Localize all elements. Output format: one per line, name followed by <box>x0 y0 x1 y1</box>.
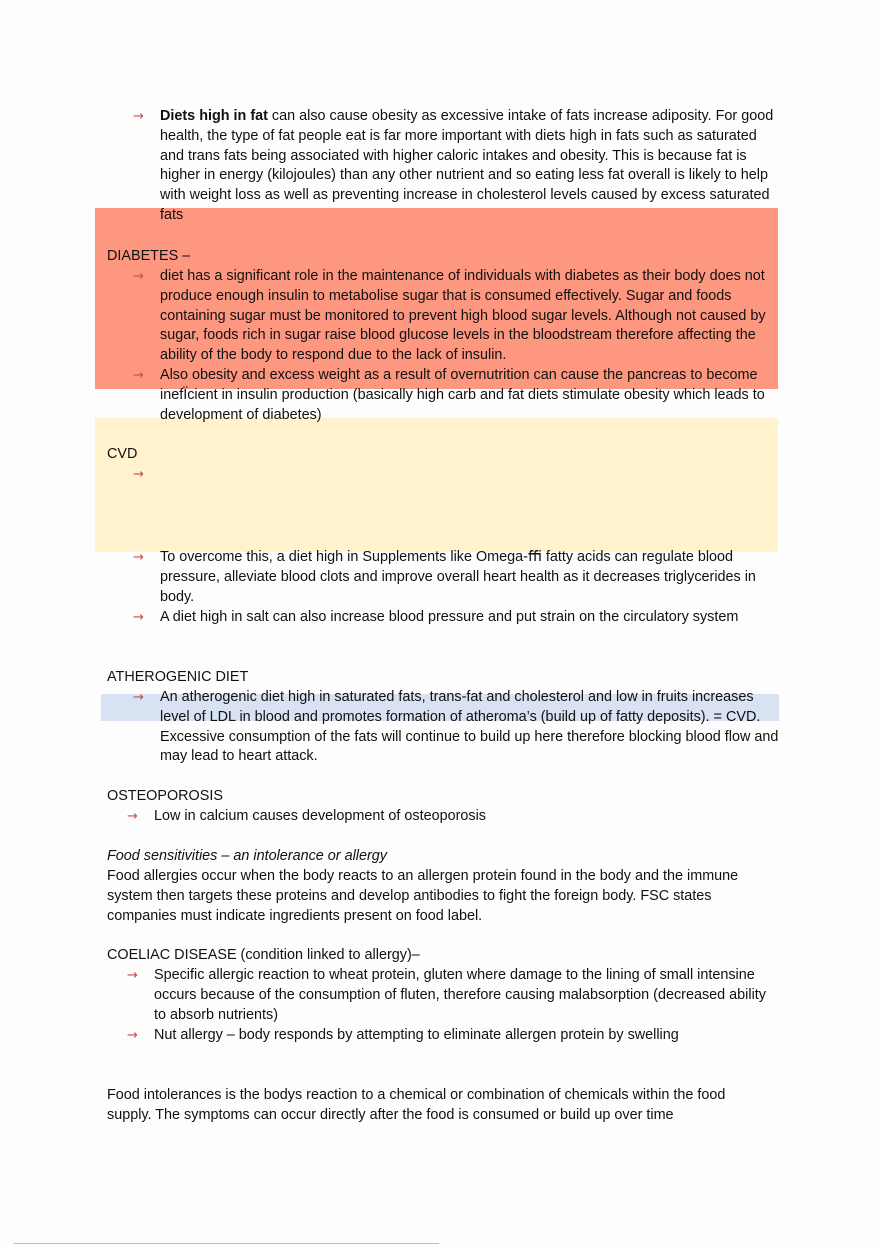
food-sensitivities-heading: Food sensitivities – an intolerance or allergy <box>107 848 387 864</box>
list-item: An atherogenic diet high in saturated fats, trans-fat and cholesterol and low in fruits increases level of LDL in blood and promotes formation of atheroma’s (build up of fatty deposits). = CVD. Excessive consumption of the fats will continue to build up here therefore blocking blood flow and may lead to heart attack. <box>160 689 779 765</box>
cvd-bullet-3 <box>133 608 780 628</box>
arrow-icon: → <box>133 269 144 284</box>
list-item: Also obesity and excess weight as a result of overnutrition can cause the pancreas to become inefÏcient in insulin production (basically high carb and fat diets stimulate obesity which leads to development of diabetes) <box>160 367 765 423</box>
arrow-icon: → <box>127 1028 138 1043</box>
highlight-yellow <box>95 418 778 552</box>
coeliac-bullet-2 <box>127 1026 774 1046</box>
atherogenic-bullet-1 <box>133 688 780 767</box>
coeliac-heading: COELIAC DISEASE (condition linked to allergy)– <box>107 947 420 963</box>
diabetes-heading: DIABETES – <box>107 248 191 264</box>
osteoporosis-heading: OSTEOPOROSIS <box>107 788 223 804</box>
arrow-icon: → <box>133 550 144 565</box>
fat-bullet-text: can also cause obesity as excessive intake of fats increase adiposity. For good health, the type of fat people eat is far more important with diets high in fats such as saturated and trans fats being associated with higher caloric intakes and obesity. This is because fat is higher in energy (kilojoules) than any other nutrient and so eating less fat overall is likely to help with weight loss as well as preventing increase in cholesterol levels caused by excess saturated fats <box>160 108 774 223</box>
arrow-icon: → <box>133 690 144 705</box>
list-item: A diet high in salt can also increase blood pressure and put strain on the circulatory system <box>160 609 739 625</box>
osteoporosis-bullet-1 <box>127 807 774 827</box>
list-item: Nut allergy – body responds by attempting to eliminate allergen protein by swelling <box>154 1027 679 1043</box>
arrow-icon: → <box>127 809 138 824</box>
arrow-icon: → <box>133 610 144 625</box>
footer-divider <box>14 1243 439 1244</box>
fat-bullet-bold: Diets high in fat <box>160 108 268 124</box>
arrow-icon: → <box>133 467 144 482</box>
arrow-icon: → <box>133 368 144 383</box>
list-item: To overcome this, a diet high in Supplements like Omega-ﬃ fatty acids can regulate blood pressure, alleviate blood clots and improve overall heart health as it decreases triglycerides in body. <box>160 549 756 605</box>
diabetes-bullet-1 <box>133 267 780 366</box>
diabetes-bullet-2 <box>133 366 780 425</box>
coeliac-bullet-1 <box>127 966 774 1025</box>
atherogenic-heading: ATHEROGENIC DIET <box>107 669 249 685</box>
arrow-icon: → <box>133 109 144 124</box>
food-sensitivities-body: Food allergies occur when the body reacts to an allergen protein found in the body and the immune system then targets these proteins and develop antibodies to fight the foreign body. FSC states companies must indicate ingredients present on food label. <box>107 868 739 924</box>
intolerances-body: Food intolerances is the bodys reaction to a chemical or combination of chemicals within the food supply. The symptoms can occur directly after the food is consumed or build up over time <box>107 1087 726 1123</box>
arrow-icon: → <box>127 968 138 983</box>
fat-bullet <box>133 107 780 226</box>
list-item: Low in calcium causes development of osteoporosis <box>154 808 486 824</box>
cvd-heading: CVD <box>107 446 138 462</box>
list-item: diet has a significant role in the maintenance of individuals with diabetes as their body does not produce enough insulin to metabolise sugar that is consumed effectively. Sugar and foods containing sugar must be monitored to prevent high blood sugar levels. Although not caused by sugar, foods rich in sugar raise blood glucose levels in the bloodstream therefore affecting the ability of the body to respond due to the lack of insulin. <box>160 268 766 364</box>
list-item: Specific allergic reaction to wheat protein, gluten where damage to the lining of small intensine occurs because of the consumption of fluten, therefore causing malabsorption (decreased ability to absorb nutrients) <box>154 967 766 1023</box>
cvd-bullet-2 <box>133 548 780 607</box>
